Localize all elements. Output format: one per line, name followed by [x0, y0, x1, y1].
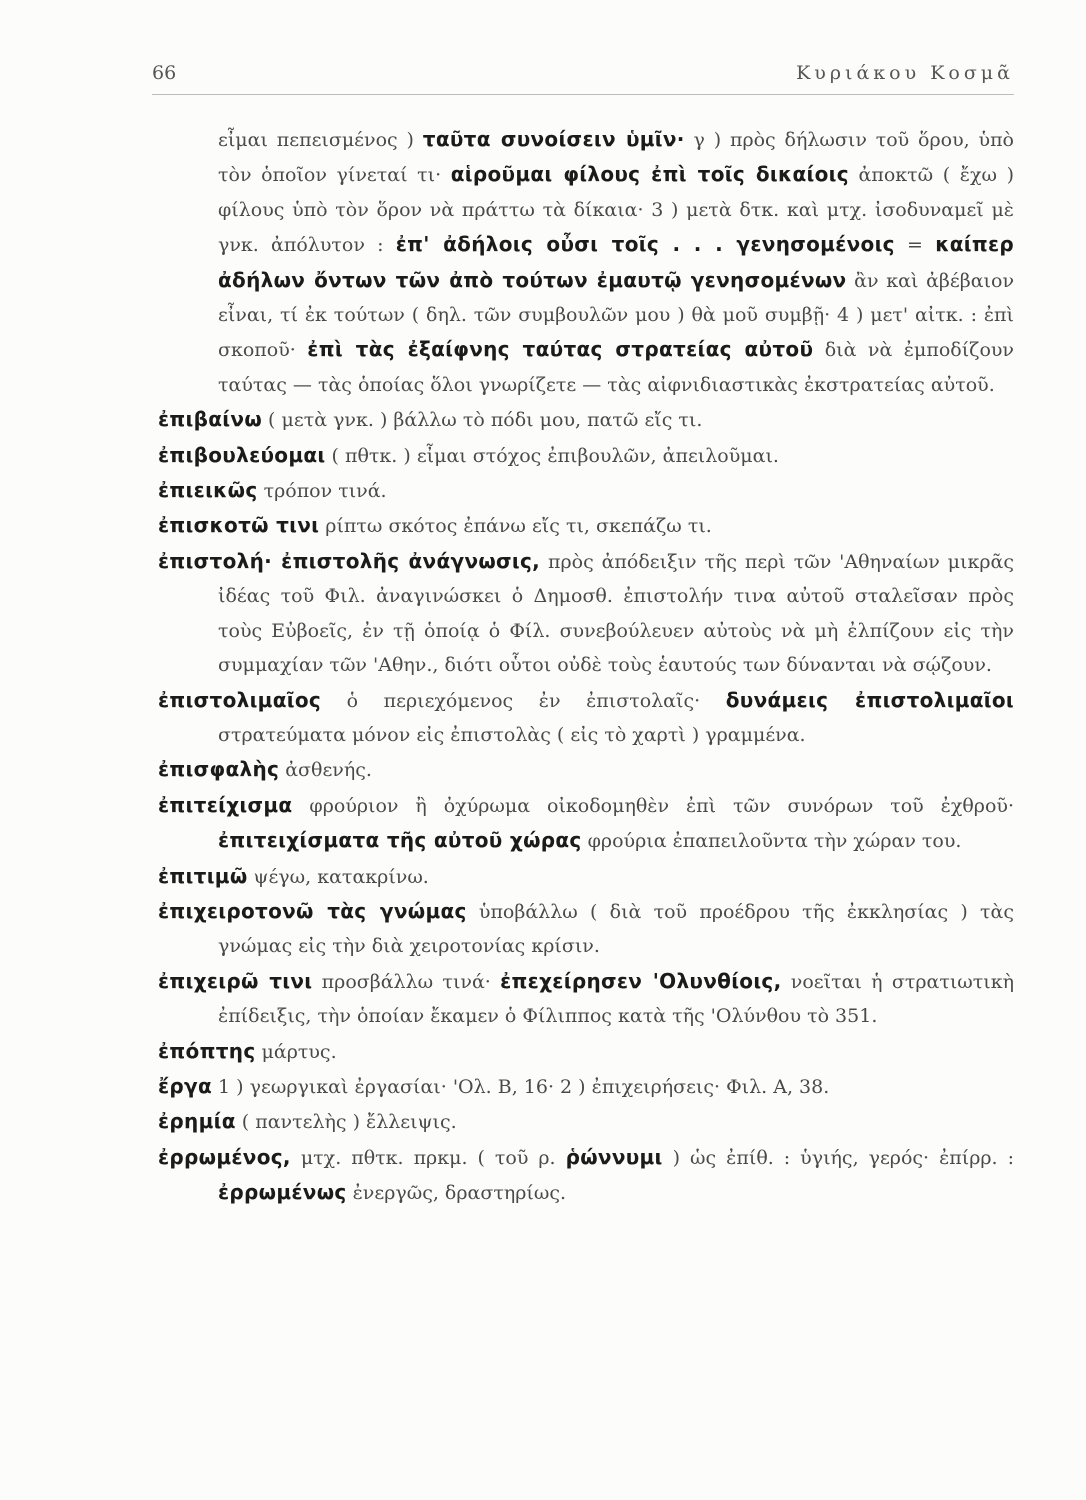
definition-text: τρόπον τινά.: [257, 480, 387, 503]
headword: αἱροῦμαι φίλους ἐπὶ τοῖς δικαίοις: [450, 162, 849, 187]
definition-text: διὰ νὰ ἐμποδίζουν ταύτας — τὰς ὁποίας ὅλοι γνωρίζετε — τὰς αἰφνιδιαστικὰς ἐκστρατείας αὐτοῦ.: [218, 339, 1014, 396]
definition-text: νοεῖται ἡ στρατιωτικὴ ἐπίδειξις, τὴν ὁποίαν ἔκαμεν ὁ Φίλιππος κατὰ τῆς 'Ολύνθου τὸ 351.: [218, 970, 1014, 1028]
headword: ἔργα: [158, 1073, 213, 1098]
glossary-entry: [158, 1069, 1014, 1104]
definition-text: φρούριον ἢ ὀχύρωμα οἰκοδομηθὲν ἐπὶ τῶν συνόρων τοῦ ἐχθροῦ·: [292, 794, 1014, 817]
glossary-entry: [158, 402, 1014, 437]
definition-text: ψέγω, κατακρίνω.: [247, 865, 429, 888]
definition-text: προσβάλλω τινά·: [312, 970, 501, 993]
definition-text: ὑποβάλλω ( διὰ τοῦ προέδρου τῆς ἐκκλησίας ) τὰς γνώμας εἰς τὴν διὰ χειροτονίας κρίσιν.: [218, 900, 1014, 958]
definition-text: φρούρια ἐπαπειλοῦντα τὴν χώραν του.: [581, 830, 962, 853]
headword: ἐπιστολή· ἐπιστολῆς ἀνάγνωσις,: [158, 548, 541, 573]
glossary-entry: [158, 1140, 1014, 1211]
definition-text: ἂν καὶ ἀβέβαιον εἶναι, τί ἐκ τούτων ( δηλ. τῶν συμβουλῶν μου ) θὰ μοῦ συμβῇ· 4 ) μετ' αἰτκ. : ἐπὶ σκοποῦ·: [218, 269, 1014, 362]
definition-text: εἶμαι πεπεισμένος ): [218, 129, 423, 151]
definition-text: μάρτυς.: [255, 1040, 337, 1063]
glossary-entry: [158, 544, 1014, 683]
headword: δυνάμεις ἐπιστολιμαῖοι: [725, 687, 1014, 712]
definition-text: 1 ) γεωργικαὶ ἐργασίαι· 'Ολ. Β, 16· 2 ) ἐπιχειρήσεις· Φιλ. Α, 38.: [212, 1075, 830, 1098]
definition-text: μτχ. πθτκ. πρκμ. ( τοῦ ρ.: [290, 1146, 566, 1169]
glossary-entry: [158, 438, 1014, 473]
definition-text: γ ) πρὸς δήλωσιν τοῦ ὅρου, ὑπὸ τὸν ὁποῖον γίνεταί τι·: [218, 129, 1014, 187]
definition-text: πρὸς ἀπόδειξιν τῆς περὶ τῶν 'Αθηναίων μικρᾶς ἰδέας τοῦ Φιλ. ἀναγινώσκει ὁ Δημοσθ. ἐπιστολήν τινα αὐτοῦ σταλεῖσαν πρὸς τοὺς Εὐβοεῖς, ἐν τῇ ὁποίᾳ ὁ Φίλ. συνεβούλευεν αὐτοὺς νὰ μὴ ἐλπίζουν εἰς τὴν συμμαχίαν τῶν 'Αθην., διότι οὗτοι οὐδὲ τοὺς ἑαυτούς των δύνανται νὰ σῴζουν.: [218, 550, 1014, 677]
headword: ἐπιεικῶς: [158, 478, 258, 503]
headword: ἐπιστολιμαῖος: [158, 687, 322, 712]
headword: ἐπιτειχίσματα τῆς αὐτοῦ χώρας: [218, 828, 582, 853]
entry-continuation: [158, 122, 1014, 402]
glossary-entry: [158, 473, 1014, 508]
definition-text: =: [894, 234, 936, 257]
headword: ἐπιχειροτονῶ τὰς γνώμας: [158, 898, 467, 923]
definition-text: στρατεύματα μόνον εἰς ἐπιστολὰς ( εἰς τὸ χαρτὶ ) γραμμένα.: [218, 723, 806, 746]
glossary-entry: [158, 1104, 1014, 1139]
headword: ἐπιβαίνω: [158, 407, 263, 432]
glossary-entry: [158, 683, 1014, 753]
headword: ἐπιβουλεύομαι: [158, 442, 326, 467]
headword: ἐπὶ τὰς ἐξαίφνης ταύτας στρατείας αὐτοῦ: [307, 337, 814, 362]
headword: ἐπόπτης: [158, 1038, 256, 1063]
glossary-entry: [158, 1034, 1014, 1069]
glossary-entry: [158, 752, 1014, 787]
definition-text: ( πθτκ. ) εἶμαι στόχος ἐπιβουλῶν, ἀπειλοῦμαι.: [325, 444, 779, 467]
headword: ἐπεχείρησεν 'Ολυνθίοις,: [500, 968, 782, 993]
page-header: [152, 60, 1014, 95]
glossary-entry: [158, 894, 1014, 964]
glossary-entry: [158, 964, 1014, 1034]
definition-text: ἀποκτῶ ( ἔχω ) φίλους ὑπὸ τὸν ὅρον νὰ πράττω τὰ δίκαια· 3 ) μετὰ δτκ. καὶ μτχ. ἰσοδυναμεῖ μὲ γνκ. ἀπόλυτον :: [218, 164, 1014, 257]
page-number: 66: [152, 62, 177, 84]
headword: ἐρρωμένως: [218, 1180, 347, 1205]
definition-text: ἐνεργῶς, δραστηρίως.: [346, 1182, 567, 1205]
headword: καίπερ ἀδήλων ὄντων τῶν ἀπὸ τούτων ἐμαυτῷ γενησομένων: [218, 232, 1014, 292]
definition-text: ρίπτω σκότος ἐπάνω εἴς τι, σκεπάζω τι.: [319, 515, 712, 538]
headword: ἐρημία: [158, 1109, 236, 1134]
glossary-body: [158, 122, 1014, 1211]
definition-text: ( μετὰ γνκ. ) βάλλω τὸ πόδι μου, πατῶ εἴς τι.: [262, 409, 703, 432]
headword: ἐπιχειρῶ τινι: [158, 968, 313, 993]
headword: ἐρρωμένος,: [158, 1144, 291, 1169]
headword: ἐπισφαλὴς: [158, 757, 280, 782]
running-title: Κυριάκου Κοσμᾶ: [796, 62, 1014, 84]
definition-text: ὁ περιεχόμενος ἐν ἐπιστολαῖς·: [321, 689, 726, 712]
headword: ἐπισκοτῶ τινι: [158, 513, 320, 538]
definition-text: ἀσθενής.: [279, 759, 372, 782]
glossary-entry: [158, 859, 1014, 894]
glossary-entry: [158, 508, 1014, 543]
headword: ἐπιτιμῶ: [158, 863, 248, 888]
headword: ταῦτα συνοίσειν ὑμῖν·: [422, 127, 685, 151]
definition-text: ( παντελὴς ) ἔλλειψις.: [235, 1111, 457, 1134]
headword: ῥώννυμι: [565, 1144, 663, 1169]
headword: ἐπ' ἀδήλοις οὖσι τοῖς . . . γενησομένοις: [395, 232, 895, 257]
headword: ἐπιτείχισμα: [158, 792, 293, 817]
definition-text: ) ὡς ἐπίθ. : ὑγιής, γερός· ἐπίρρ. :: [662, 1146, 1014, 1169]
glossary-entry: [158, 788, 1014, 859]
